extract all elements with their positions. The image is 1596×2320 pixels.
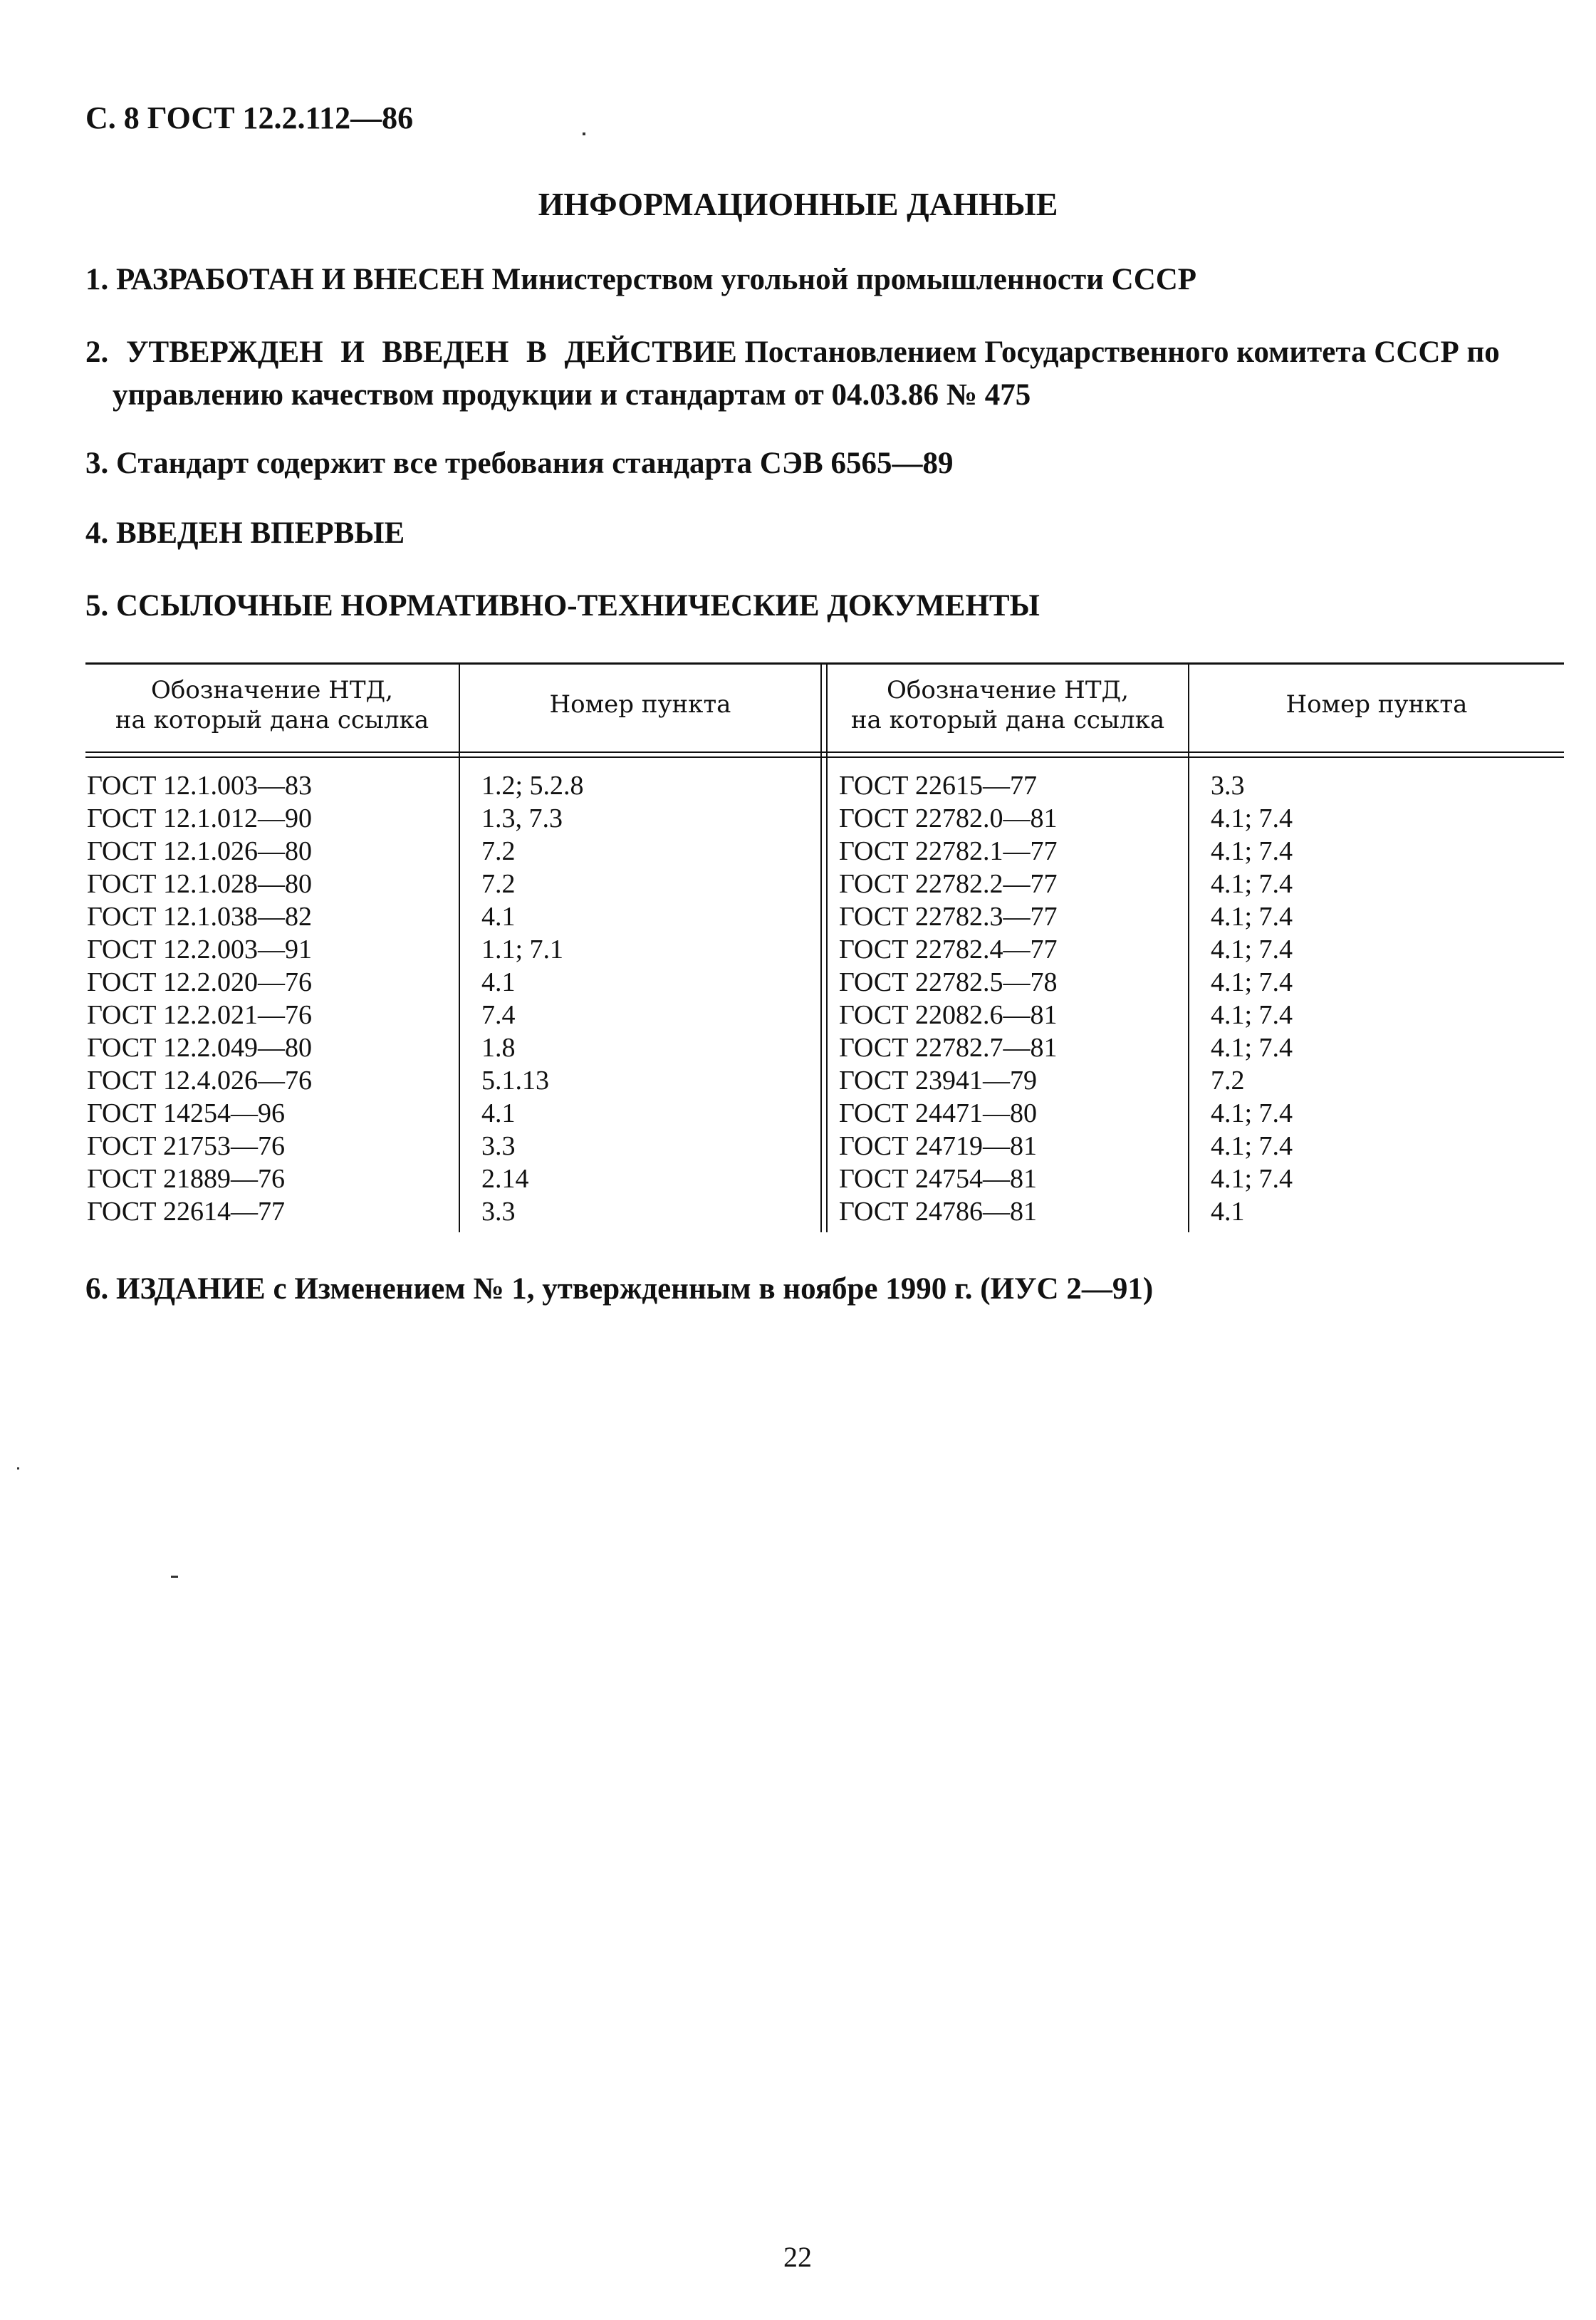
table-header-rule-1	[85, 751, 1564, 753]
table-cell-clause: 1.1; 7.1	[481, 935, 564, 964]
table-cell-doc: ГОСТ 24786—81	[839, 1197, 1037, 1227]
table-cell-doc: ГОСТ 22614—77	[87, 1197, 285, 1227]
table-cell-doc: ГОСТ 12.1.026—80	[87, 836, 312, 866]
table-cell-clause: 4.1; 7.4	[1211, 935, 1293, 964]
table-cell-clause: 4.1; 7.4	[1211, 1000, 1293, 1030]
table-cell-clause: 3.3	[481, 1197, 516, 1227]
table-top-rule	[85, 662, 1564, 665]
info-item-2-text: Постановлением Государственного комитета СССР по	[736, 335, 1500, 369]
table-cell-doc: ГОСТ 12.2.021—76	[87, 1000, 312, 1030]
table-cell-doc: ГОСТ 22782.3—77	[839, 902, 1058, 932]
table-cell-doc: ГОСТ 22782.4—77	[839, 935, 1058, 964]
table-cell-doc: ГОСТ 22615—77	[839, 771, 1037, 801]
table-cell-clause: 4.1; 7.4	[1211, 1033, 1293, 1063]
table-cell-clause: 4.1; 7.4	[1211, 902, 1293, 932]
section-title: ИНФОРМАЦИОННЫЕ ДАННЫЕ	[538, 186, 1058, 222]
scan-speck	[171, 1576, 178, 1578]
table-cell-clause: 4.1	[481, 967, 516, 997]
table-cell-clause: 4.1; 7.4	[1211, 803, 1293, 833]
table-cell-clause: 3.3	[1211, 771, 1245, 801]
table-cell-clause: 4.1	[481, 902, 516, 932]
table-cell-clause: 4.1; 7.4	[1211, 836, 1293, 866]
table-col-divider-3	[1188, 662, 1189, 1232]
info-item-2-heading: 2. УТВЕРЖДЕН И ВВЕДЕН В ДЕЙСТВИЕ	[85, 335, 737, 369]
header-doc-right-line2: на который дана ссылка	[850, 706, 1165, 734]
table-col-divider-2a	[820, 662, 822, 1232]
table-cell-clause: 4.1; 7.4	[1211, 1131, 1293, 1161]
table-cell-doc: ГОСТ 12.1.012—90	[87, 803, 312, 833]
table-cell-doc: ГОСТ 12.1.003—83	[87, 771, 312, 801]
table-cell-doc: ГОСТ 12.2.020—76	[87, 967, 312, 997]
table-cell-clause: 1.8	[481, 1033, 516, 1063]
header-doc-left	[85, 675, 459, 735]
info-item-1-heading: 1. РАЗРАБОТАН И ВНЕСЕН	[85, 263, 484, 296]
table-cell-doc: ГОСТ 12.2.049—80	[87, 1033, 312, 1063]
table-cell-clause: 2.14	[481, 1164, 529, 1194]
table-cell-clause: 4.1	[481, 1098, 516, 1128]
table-cell-doc: ГОСТ 12.1.038—82	[87, 902, 312, 932]
table-cell-clause: 7.4	[481, 1000, 516, 1030]
table-cell-clause: 4.1	[1211, 1197, 1245, 1227]
info-item-4: 4. ВВЕДЕН ВПЕРВЫЕ	[85, 516, 405, 550]
table-cell-clause: 7.2	[481, 836, 516, 866]
table-cell-doc: ГОСТ 24719—81	[839, 1131, 1037, 1161]
header-doc-left-line2: на который дана ссылка	[115, 706, 429, 734]
info-item-1-text: Министерством угольной промышленности СССР	[484, 263, 1197, 296]
info-item-6: 6. ИЗДАНИЕ с Изменением № 1, утвержденным в ноябре 1990 г. (ИУС 2—91)	[85, 1272, 1154, 1306]
table-cell-clause: 4.1; 7.4	[1211, 967, 1293, 997]
table-cell-doc: ГОСТ 21889—76	[87, 1164, 285, 1194]
table-cell-clause: 1.2; 5.2.8	[481, 771, 584, 801]
table-cell-doc: ГОСТ 12.1.028—80	[87, 869, 312, 899]
info-item-1	[85, 262, 1196, 297]
table-cell-doc: ГОСТ 22782.0—81	[839, 803, 1058, 833]
table-cell-clause: 7.2	[481, 869, 516, 899]
table-cell-doc: ГОСТ 21753—76	[87, 1131, 285, 1161]
table-cell-doc: ГОСТ 22782.2—77	[839, 869, 1058, 899]
info-item-2-continuation: управлению качеством продукции и стандартам от 04.03.86 № 475	[113, 378, 1031, 412]
table-cell-doc: ГОСТ 12.2.003—91	[87, 935, 312, 964]
info-item-2	[85, 335, 1500, 370]
header-clause-left: Номер пункта	[549, 690, 731, 719]
running-header: С. 8 ГОСТ 12.2.112—86	[85, 100, 414, 135]
table-cell-doc: ГОСТ 22782.7—81	[839, 1033, 1058, 1063]
table-cell-doc: ГОСТ 12.4.026—76	[87, 1066, 312, 1096]
table-cell-clause: 5.1.13	[481, 1066, 549, 1096]
table-col-divider-1	[459, 662, 460, 1232]
info-item-3: 3. Стандарт содержит все требования стандарта СЭВ 6565—89	[85, 447, 954, 480]
table-cell-clause: 7.2	[1211, 1066, 1245, 1096]
table-cell-clause: 4.1; 7.4	[1211, 1098, 1293, 1128]
table-cell-clause: 4.1; 7.4	[1211, 869, 1293, 899]
page-number: 22	[783, 2241, 812, 2273]
table-cell-clause: 1.3, 7.3	[481, 803, 563, 833]
scan-speck	[17, 1467, 19, 1469]
table-cell-doc: ГОСТ 24471—80	[839, 1098, 1037, 1128]
table-cell-doc: ГОСТ 22082.6—81	[839, 1000, 1058, 1030]
table-cell-doc: ГОСТ 22782.5—78	[839, 967, 1058, 997]
table-cell-clause: 3.3	[481, 1131, 516, 1161]
header-doc-right	[828, 675, 1188, 735]
header-doc-left-line1: Обозначение НТД,	[151, 676, 393, 704]
table-cell-doc: ГОСТ 23941—79	[839, 1066, 1037, 1096]
table-cell-clause: 4.1; 7.4	[1211, 1164, 1293, 1194]
table-col-divider-2b	[826, 662, 828, 1232]
table-cell-doc: ГОСТ 24754—81	[839, 1164, 1037, 1194]
table-header-rule-2	[85, 756, 1564, 758]
header-clause-right: Номер пункта	[1285, 690, 1468, 719]
table-cell-doc: ГОСТ 14254—96	[87, 1098, 285, 1128]
table-cell-doc: ГОСТ 22782.1—77	[839, 836, 1058, 866]
scan-speck	[583, 132, 585, 135]
header-doc-right-line1: Обозначение НТД,	[887, 676, 1129, 704]
info-item-5: 5. ССЫЛОЧНЫЕ НОРМАТИВНО-ТЕХНИЧЕСКИЕ ДОКУМЕНТЫ	[85, 589, 1040, 623]
